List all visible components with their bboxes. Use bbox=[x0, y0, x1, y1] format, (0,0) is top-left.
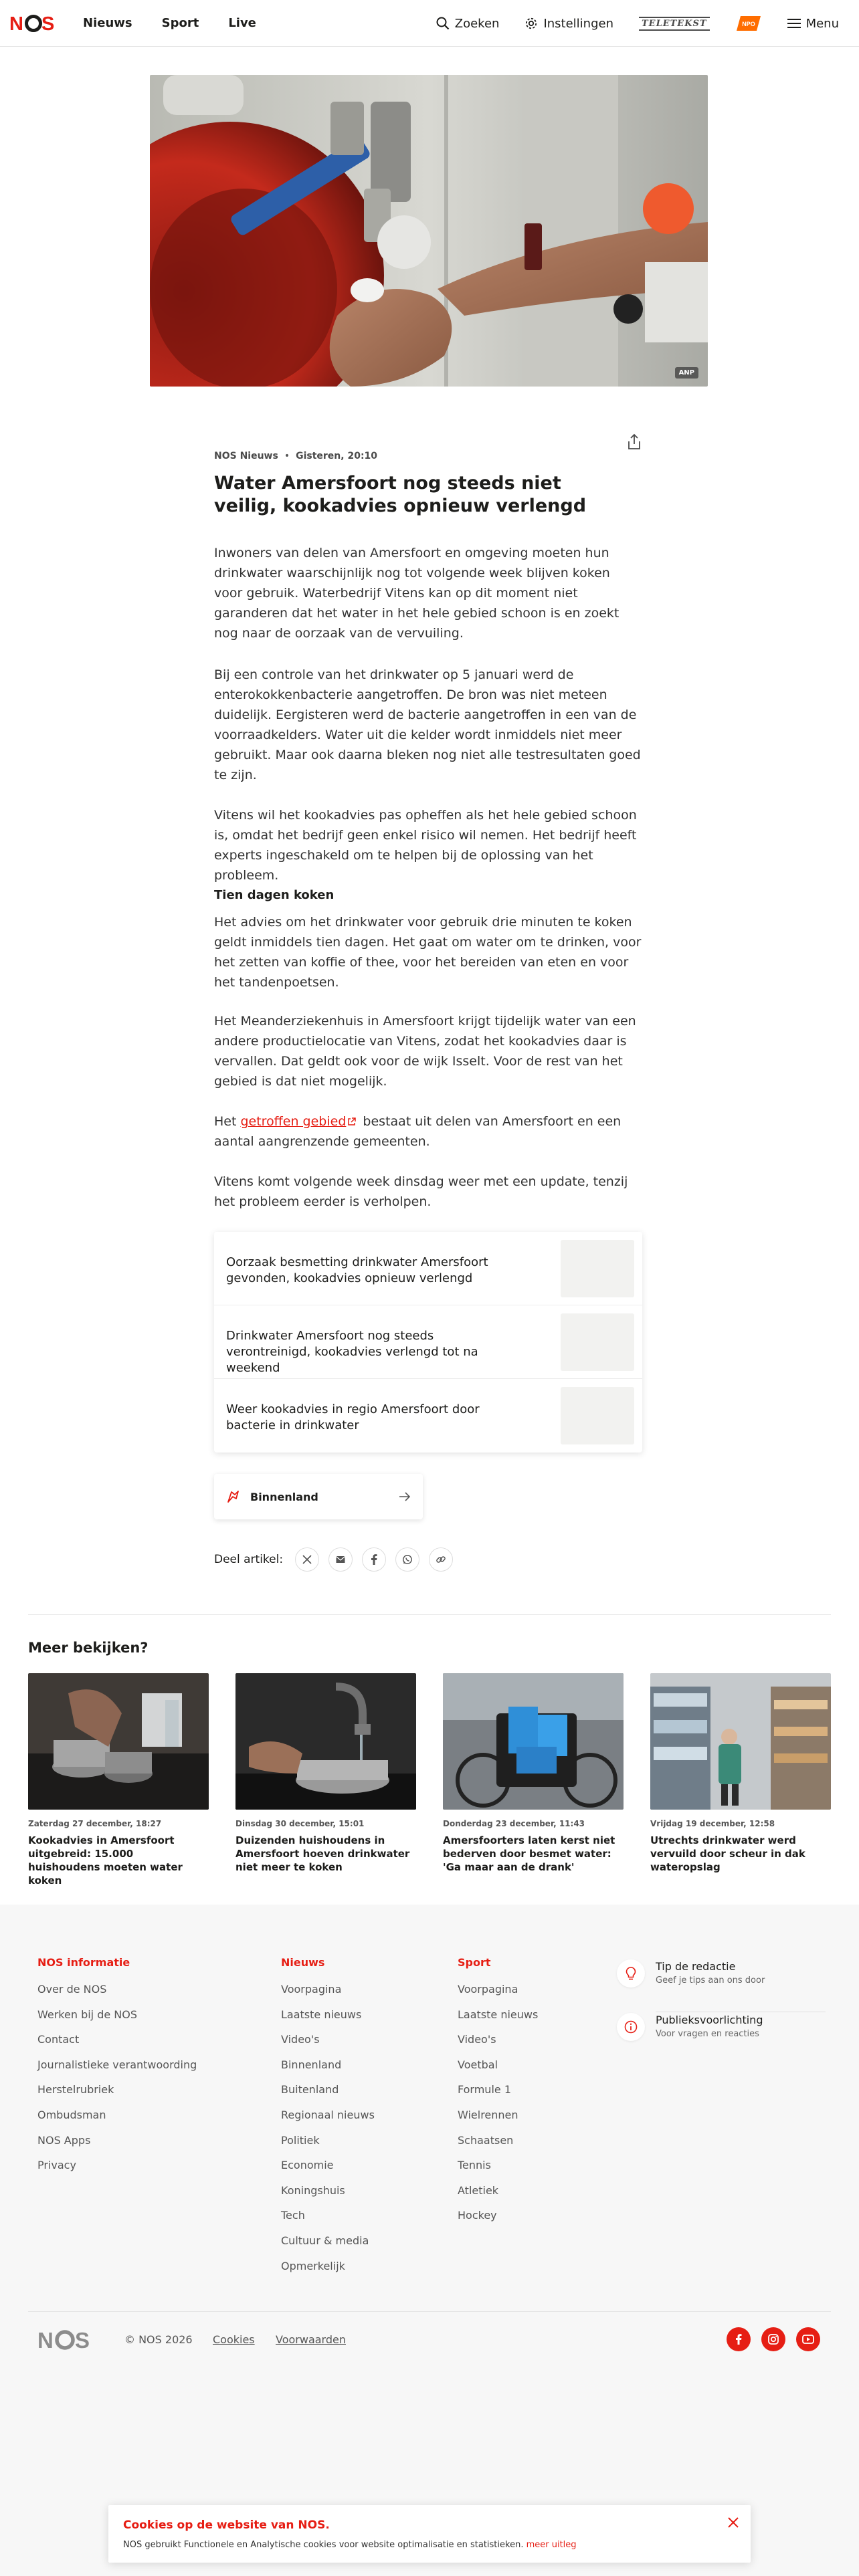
lightbulb-icon bbox=[617, 1959, 645, 1988]
footer-link[interactable]: Voorpagina bbox=[281, 1983, 342, 1996]
search-icon bbox=[436, 17, 450, 30]
tip-redactie-link[interactable] bbox=[617, 1959, 826, 1988]
arrow-right-icon bbox=[399, 1492, 411, 1501]
publieksvoorlichting-link[interactable] bbox=[617, 2013, 826, 2041]
footer-link[interactable]: Economie bbox=[281, 2159, 334, 2172]
article-subheading: Tien dagen koken bbox=[214, 888, 335, 902]
instagram-button[interactable] bbox=[761, 2327, 785, 2351]
more-card-title: Amersfoorters laten kerst niet bederven door besmet water: 'Ga maar aan de drank' bbox=[443, 1834, 615, 1873]
instagram-icon bbox=[767, 2333, 779, 2345]
main-nav bbox=[83, 15, 256, 32]
footer-link[interactable]: Journalistieke verantwoording bbox=[37, 2058, 197, 2071]
article-paragraph-with-link bbox=[214, 1111, 642, 1152]
x-icon bbox=[302, 1555, 312, 1564]
footer-link[interactable]: Cultuur & media bbox=[281, 2234, 369, 2247]
link-prefix: Het bbox=[214, 1114, 241, 1129]
public-info-title: Publieksvoorlichting bbox=[656, 2014, 763, 2026]
getroffen-gebied-link[interactable]: getroffen gebied bbox=[240, 1114, 347, 1129]
more-section-title: Meer bekijken? bbox=[28, 1640, 149, 1656]
npo-link[interactable] bbox=[735, 15, 762, 32]
footer-link[interactable]: Privacy bbox=[37, 2159, 76, 2172]
footer-link[interactable]: Tech bbox=[281, 2209, 305, 2222]
settings-label: Instellingen bbox=[543, 16, 613, 31]
menu-button[interactable] bbox=[787, 17, 839, 31]
footer-link[interactable]: Hockey bbox=[458, 2209, 497, 2222]
nav-sport[interactable]: Sport bbox=[161, 16, 199, 30]
tip-subtitle: Geef je tips aan ons door bbox=[656, 1975, 765, 1985]
search-button[interactable] bbox=[436, 17, 500, 31]
footer-link[interactable]: Voetbal bbox=[458, 2058, 498, 2071]
footer-link[interactable]: Herstelrubriek bbox=[37, 2083, 114, 2097]
link-icon bbox=[436, 1554, 446, 1565]
article-paragraph: Het Meanderziekenhuis in Amersfoort krijgt tijdelijk water van een andere productielocatie van Vitens, zodat het kookadvies daar is vervallen. Dat geldt ook voor de wijk Isselt. Voor de rest van het gebied is dat niet mogelijk. bbox=[214, 1014, 636, 1089]
article-source: NOS Nieuws bbox=[214, 451, 278, 461]
svg-text:NPO: NPO bbox=[741, 21, 755, 27]
footer-column-sport bbox=[458, 1955, 538, 2234]
hero-image bbox=[150, 75, 708, 387]
category-binnenland-link[interactable] bbox=[214, 1474, 423, 1519]
article-paragraph: Vitens wil het kookadvies pas opheffen als het hele gebied schoon is, omdat het bedrijf geen enkel risico wil nemen. Het bedrijf heeft experts ingeschakeld om te helpen bij de oplossing van het probleem. bbox=[214, 808, 637, 883]
more-card-date: Dinsdag 30 december, 15:01 bbox=[235, 1819, 365, 1828]
footer-column-nos-informatie bbox=[37, 1955, 197, 2183]
footer-divider bbox=[28, 2311, 831, 2312]
footer-link[interactable]: Video's bbox=[458, 2033, 496, 2046]
header-actions bbox=[411, 12, 839, 35]
footer-link[interactable]: Voorpagina bbox=[458, 1983, 518, 1996]
nos-logo[interactable] bbox=[9, 13, 56, 33]
footer-link[interactable]: Contact bbox=[37, 2033, 80, 2046]
more-card-date: Donderdag 23 december, 11:43 bbox=[443, 1819, 585, 1828]
related-articles bbox=[214, 1232, 642, 1453]
related-item-thumbnail bbox=[561, 1240, 634, 1297]
related-item[interactable] bbox=[214, 1232, 642, 1305]
meta-separator: • bbox=[284, 451, 290, 461]
search-label: Zoeken bbox=[454, 16, 500, 31]
footer-link[interactable]: Wielrennen bbox=[458, 2108, 518, 2121]
footer-link[interactable]: Laatste nieuws bbox=[281, 2008, 362, 2021]
menu-label: Menu bbox=[805, 16, 839, 31]
share-copy-link-button[interactable] bbox=[429, 1547, 453, 1572]
footer-column-nieuws bbox=[281, 1955, 375, 2284]
related-item-title: Drinkwater Amersfoort nog steeds verontreinigd, kookadvies verlengd tot na weekend bbox=[226, 1329, 478, 1375]
footer-link[interactable]: Atletiek bbox=[458, 2183, 499, 2197]
related-item-title: Weer kookadvies in regio Amersfoort door bacterie in drinkwater bbox=[226, 1402, 480, 1432]
site-header bbox=[0, 0, 859, 47]
footer-link[interactable]: Video's bbox=[281, 2033, 320, 2046]
more-card[interactable] bbox=[28, 1673, 209, 1887]
share-facebook-button[interactable] bbox=[362, 1547, 386, 1572]
svg-text:N: N bbox=[37, 2329, 54, 2351]
article-paragraph: Bij een controle van het drinkwater op 5 januari werd de enterokokkenbacterie aangetroffen. De bron was niet meteen duidelijk. Eergisteren werd de bacterie aangetroffen in een van de voorraadkelders. Water uit die kelder wordt inmiddels niet meer gebruikt. Maar ook daarna bleken nog niet alle testresultaten goed te zijn. bbox=[214, 667, 641, 782]
more-card-title: Utrechts drinkwater werd vervuild door scheur in dak wateropslag bbox=[650, 1834, 805, 1873]
share-label: Deel artikel: bbox=[214, 1553, 284, 1566]
youtube-button[interactable] bbox=[796, 2327, 820, 2351]
photo-credit: ANP bbox=[675, 367, 698, 379]
footer-link[interactable]: Schaatsen bbox=[458, 2133, 514, 2147]
more-card-thumbnail bbox=[235, 1673, 416, 1810]
footer-link[interactable]: Tennis bbox=[458, 2159, 491, 2172]
footer-link[interactable]: Regionaal nieuws bbox=[281, 2108, 375, 2121]
more-card-title: Kookadvies in Amersfoort uitgebreid: 15.000 huishoudens moeten water koken bbox=[28, 1834, 183, 1887]
close-icon[interactable] bbox=[725, 2514, 741, 2531]
cookie-banner-title: Cookies op de website van NOS. bbox=[123, 2518, 330, 2532]
facebook-icon bbox=[735, 2333, 742, 2345]
svg-text:N: N bbox=[9, 13, 23, 33]
footer-link[interactable]: Opmerkelijk bbox=[281, 2259, 345, 2272]
hero-photo bbox=[150, 75, 708, 387]
article-timestamp: Gisteren, 20:10 bbox=[296, 451, 378, 461]
more-card-thumbnail bbox=[28, 1673, 209, 1810]
email-icon bbox=[336, 1555, 345, 1564]
share-whatsapp-button[interactable] bbox=[395, 1547, 419, 1572]
section-divider bbox=[28, 1614, 831, 1615]
more-card-thumbnail bbox=[650, 1673, 831, 1810]
footer-link[interactable]: Binnenland bbox=[281, 2058, 342, 2071]
article-paragraph: Het advies om het drinkwater voor gebruik drie minuten te koken geldt inmiddels tien dagen. Het gaat om water om te drinken, voor het zetten van koffie of thee, voor het bereiden van eten en voor het tandenpoetsen. bbox=[214, 915, 642, 990]
teletekst-logo: TELETEKST bbox=[639, 17, 710, 31]
footer-heading: NOS informatie bbox=[37, 1956, 130, 1969]
more-card[interactable] bbox=[235, 1673, 416, 1874]
footer-link[interactable]: NOS Apps bbox=[37, 2133, 91, 2147]
related-item[interactable] bbox=[214, 1379, 642, 1453]
share-row bbox=[214, 1547, 462, 1572]
article-title: Water Amersfoort nog steeds niet veilig, kookadvies opnieuw verlengd bbox=[214, 473, 587, 516]
svg-text:S: S bbox=[75, 2329, 90, 2351]
cookie-banner-body: NOS gebruikt Functionele en Analytische cookies voor website optimalisatie en statistieken. bbox=[123, 2540, 524, 2550]
footer-link[interactable]: Laatste nieuws bbox=[458, 2008, 539, 2021]
link-suffix: bestaat uit delen van Amersfoort en een aantal aangrenzende gemeenten. bbox=[214, 1114, 622, 1149]
footer-link[interactable]: Over de NOS bbox=[37, 1983, 107, 1996]
more-card-date: Vrijdag 19 december, 12:58 bbox=[650, 1819, 775, 1828]
article-meta bbox=[214, 451, 377, 461]
footer-link[interactable]: Buitenland bbox=[281, 2083, 339, 2097]
nav-nieuws[interactable]: Nieuws bbox=[83, 16, 132, 30]
footer-link[interactable]: Koningshuis bbox=[281, 2183, 345, 2197]
nav-live[interactable]: Live bbox=[228, 16, 256, 30]
related-item[interactable] bbox=[214, 1305, 642, 1379]
cookie-banner-text bbox=[123, 2540, 577, 2550]
more-card-thumbnail bbox=[443, 1673, 624, 1810]
facebook-icon bbox=[371, 1554, 377, 1565]
footer-link[interactable]: Politiek bbox=[281, 2133, 320, 2147]
footer-link[interactable]: Werken bij de NOS bbox=[37, 2008, 138, 2021]
footer-heading: Sport bbox=[458, 1956, 491, 1969]
more-card[interactable] bbox=[650, 1673, 831, 1874]
related-item-thumbnail bbox=[561, 1387, 634, 1444]
article-paragraph: Inwoners van delen van Amersfoort en omgeving moeten hun drinkwater waarschijnlijk nog tot volgende week blijven koken voor gebruik. Waterbedrijf Vitens kan op dit moment niet garanderen dat het water in het hele gebied schoon is en zoekt nog naar de oorzaak van de vervuiling. bbox=[214, 546, 619, 641]
cookie-more-info-link[interactable]: meer uitleg bbox=[526, 2540, 577, 2550]
settings-button[interactable] bbox=[524, 17, 613, 31]
external-link-icon bbox=[347, 1117, 356, 1126]
tip-title: Tip de redactie bbox=[656, 1960, 736, 1973]
info-icon bbox=[617, 2013, 645, 2041]
facebook-button[interactable] bbox=[727, 2327, 751, 2351]
footer-link[interactable]: Formule 1 bbox=[458, 2083, 511, 2097]
youtube-icon bbox=[802, 2335, 814, 2344]
whatsapp-icon bbox=[402, 1554, 413, 1565]
category-label: Binnenland bbox=[250, 1490, 318, 1503]
category-marker-icon bbox=[226, 1489, 241, 1504]
cookies-link[interactable]: Cookies bbox=[213, 2333, 255, 2346]
cookie-banner bbox=[108, 2505, 751, 2563]
footer-link[interactable]: Ombudsman bbox=[37, 2108, 106, 2121]
more-card-date: Zaterdag 27 december, 18:27 bbox=[28, 1819, 162, 1828]
npo-logo-icon bbox=[735, 15, 762, 32]
hamburger-icon bbox=[787, 18, 801, 29]
public-info-subtitle: Voor vragen en reacties bbox=[656, 2029, 759, 2039]
more-card-title: Duizenden huishoudens in Amersfoort hoeven drinkwater niet meer te koken bbox=[235, 1834, 410, 1873]
copyright: © NOS 2026 bbox=[124, 2333, 193, 2346]
footer-nos-logo[interactable] bbox=[37, 2329, 92, 2351]
gear-icon bbox=[524, 17, 538, 30]
related-item-title: Oorzaak besmetting drinkwater Amersfoort gevonden, kookadvies opnieuw verlengd bbox=[226, 1255, 488, 1285]
share-x-button[interactable] bbox=[295, 1547, 319, 1572]
teletekst-link[interactable] bbox=[639, 17, 710, 31]
article-paragraph: Vitens komt volgende week dinsdag weer met een update, tenzij het probleem eerder is verholpen. bbox=[214, 1174, 628, 1209]
footer-heading: Nieuws bbox=[281, 1956, 325, 1969]
share-email-button[interactable] bbox=[328, 1547, 353, 1572]
voorwaarden-link[interactable]: Voorwaarden bbox=[276, 2333, 346, 2346]
share-icon[interactable] bbox=[626, 433, 642, 451]
related-item-thumbnail bbox=[561, 1313, 634, 1371]
more-card[interactable] bbox=[443, 1673, 624, 1874]
svg-text:S: S bbox=[41, 13, 55, 33]
